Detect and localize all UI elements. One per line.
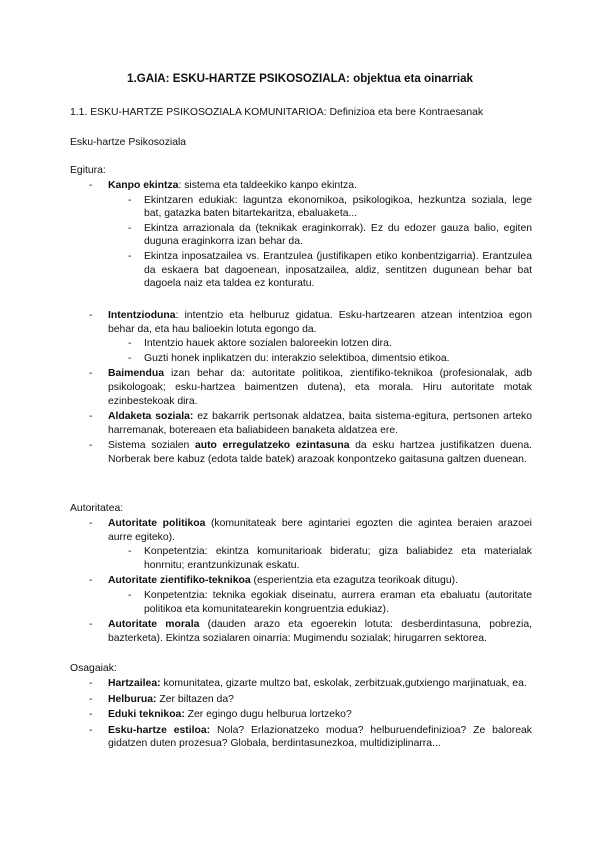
osagaia-item (72, 708, 532, 722)
section-subtitle: 1.1. ESKU-HARTZE PSIKOSOZIALA KOMUNITARIOA: Definizioa eta bere Kontraesanak (70, 107, 484, 118)
osagaia-item (72, 724, 532, 751)
intentzio-sub-item: - Guzti honek inplikatzen du: interakzio selektiboa, dimentsio etikoa. (108, 352, 532, 366)
osagaia-text: Nola? Erlazionatzeko modua? helburuendefinizioa? Ze baloreak gidatzen duten prozesua? Globala, berdintasunezkoa, multidiziplinarra... (108, 724, 532, 750)
autoritate-morala-label: Autoritate morala (108, 619, 200, 631)
kanpo-ekintza-item (72, 179, 532, 291)
osagaia-item (72, 693, 532, 707)
baimendua-text: izan behar da: autoritate politikoa, zientifiko-teknikoa (profesionalak, adb psikologoak; esku-hartzea baimentzen dutena), eta morala. Hiru autoritate motak ezinbestekoak dira. (108, 368, 532, 407)
osagaiak-heading: Osagaiak: (70, 663, 117, 674)
intentzio-label: Intentzioduna (108, 310, 176, 321)
document-title: 1.GAIA: ESKU-HARTZE PSIKOSOZIALA: objektua eta oinarriak (127, 72, 473, 85)
zientifiko-konpetentzia: - Konpetentzia: teknika egokiak diseinatu, aurrera eraman eta ebaluatu (autoritate politikoa eta komunitatearekin kongruentzia edukiaz). (108, 589, 532, 616)
egitura-list-a (72, 179, 532, 293)
osagaiak-list (72, 677, 532, 753)
sistema-item (72, 439, 532, 466)
intro-line: Esku-hartze Psikosoziala (70, 137, 187, 148)
autoritatea-heading: Autoritatea: (70, 503, 124, 514)
kanpo-sub-item: - Ekintza inposatzailea vs. Erantzulea (justifikapen etiko konbentzigarria). Erantzulea da eskaera bat dagoenean, inposatzailea, aldiz, sentitzen dugunean behar bat dagoela naiz eta taldea ez konturatu. (108, 250, 532, 291)
sistema-bold: auto erregulatzeko ezintasuna (194, 440, 350, 452)
kanpo-ekintza-label: Kanpo ekintza (108, 180, 179, 191)
intentzio-text: : intentzio eta helburuz gidatua. Esku-hartzearen atzean intentzioa egon behar da, eta hau balioekin lotuta egongo da. (108, 310, 532, 335)
baimendua-label: Baimendua (108, 368, 165, 380)
autoritatea-list (72, 517, 532, 647)
osagaia-text: Zer biltazen da? (156, 693, 234, 705)
kanpo-sub-item: - Ekintzaren edukiak: laguntza ekonomikoa, psikologikoa, hezkuntza soziala, lege bat, gatazka baten bitartekaritza, ebaluaketa... (108, 194, 532, 221)
politikoa-konpetentzia: - Konpetentzia: ekintza komunitarioak bideratu; giza baliabidez eta materialak honrnitu; erantzunkizunak eskatu. (108, 545, 532, 572)
kanpo-ekintza-text: : sistema eta taldeekiko kanpo ekintza. (178, 180, 357, 191)
autoritate-morala-text: (dauden arazo eta egoerekin lotuta: desberdintasuna, pobrezia, bazterketa). Ekintza sozialaren oinarria: Mugimendu sozialak; hirugarren sektorea. (108, 619, 532, 644)
aldaketa-label: Aldaketa soziala: (108, 411, 194, 423)
autoritate-morala-item (72, 618, 532, 645)
baimendua-item (72, 367, 532, 408)
aldaketa-text: ez bakarrik pertsonak aldatzea, baita sistema-egitura, pertsonen arteko harremanak, botereaen eta baliabideen banaketa aldatzea ere. (108, 411, 533, 436)
osagaia-text: komunitatea, gizarte multzo bat, eskolak, zerbitzuak,gutxiengo marjinatuak, ea. (160, 678, 527, 689)
egitura-list-b (72, 309, 532, 469)
sistema-text-post: da esku hartzea justifikatzen duena. Norberak bere kabuz (edota talde batek) arazoak konpontzeko gaitasuna galtzen duenean. (108, 440, 532, 465)
intentzio-sub-item: - Intentzio hauek aktore sozialen baloreekin lotzen dira. (108, 337, 532, 351)
intentzio-item (72, 309, 532, 365)
egitura-heading: Egitura: (70, 165, 106, 176)
osagaia-item (72, 677, 532, 691)
osagaia-label: Hartzailea: (108, 678, 161, 689)
autoritate-zientifiko-text: (esperientzia eta ezagutza teorikoak ditugu). (250, 575, 458, 587)
autoritate-zientifiko-item (72, 574, 532, 616)
osagaia-label: Eduki teknikoa: (108, 709, 185, 721)
autoritate-zientifiko-label: Autoritate zientifiko-teknikoa (108, 575, 251, 587)
osagaia-text: Zer egingo dugu helburua lortzeko? (184, 709, 352, 721)
aldaketa-item (72, 410, 532, 437)
autoritate-politikoa-item (72, 517, 532, 572)
kanpo-sub-item: - Ekintza arrazionala da (teknikak eraginkorrak). Ez du edozer gauza balio, egiten duguna eraginkorra izan behar da. (108, 222, 532, 249)
autoritate-politikoa-text: (komunitateak bere agintariei egozten die agintea beraien arazoei aurre egiteko). (108, 518, 532, 543)
autoritate-politikoa-label: Autoritate politikoa (108, 518, 206, 529)
sistema-text-pre: Sistema sozialen (108, 440, 195, 452)
osagaia-label: Helburua: (108, 693, 157, 705)
osagaia-label: Esku-hartze estiloa: (108, 724, 211, 736)
